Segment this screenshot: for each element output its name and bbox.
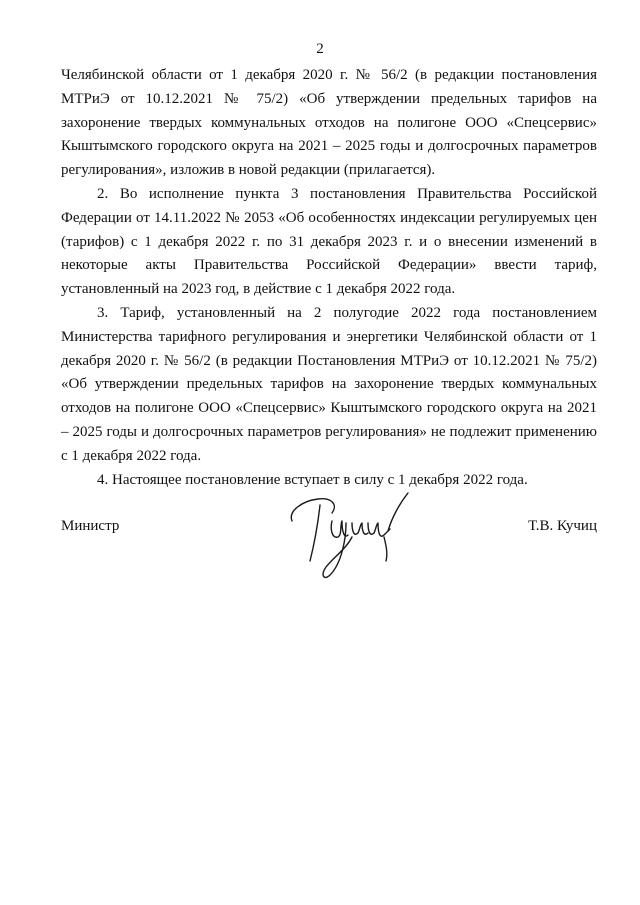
document-body <box>61 64 597 492</box>
signer-name: Т.В. Кучиц <box>528 518 597 534</box>
paragraph-item-3: 3. Тариф, установленный на 2 полугодие 2022 года постановлением Министерства тарифного регулирования и энергетики Челябинской области от 1 декабря 2020 г. № 56/2 (в редакции Постановления МТРиЭ от 10.12.2021 № 75/2) «Об утверждении предельных тарифов на захоронение твердых коммунальных отходов на полигоне ООО «Спецсервис» Кыштымского городского округа на 2021 – 2025 годы и долгосрочных параметров регулирования» не подлежит применению с 1 декабря 2022 года. <box>61 304 597 464</box>
position-label: Министр <box>61 518 120 534</box>
paragraph-continuation: Челябинской области от 1 декабря 2020 г. № 56/2 (в редакции постановления МТРиЭ от 10.12.2021 № 75/2) «Об утверждении предельных тарифов на захоронение твердых коммунальных отходов на полигоне ООО «Спецсервис» Кыштымского городского округа на 2021 – 2025 годы и долгосрочных параметров регулирования», изложив в новой редакции (прилагается). <box>61 67 597 179</box>
handwritten-signature <box>280 483 425 588</box>
page-number: 2 <box>316 41 324 57</box>
paragraph-item-2: 2. Во исполнение пункта 3 постановления Правительства Российской Федерации от 14.11.2022 № 2053 «Об особенностях индексации регулируемых цен (тарифов) с 1 декабря 2022 г. по 31 декабря 2023 г. и о внесении изменений в некоторые акты Правительства Российской Федерации» ввести тариф, установленный на 2023 год, в действие с 1 декабря 2022 года. <box>61 185 597 298</box>
paragraph-item-4: 4. Настоящее постановление вступает в силу с 1 декабря 2022 года. <box>97 471 528 488</box>
